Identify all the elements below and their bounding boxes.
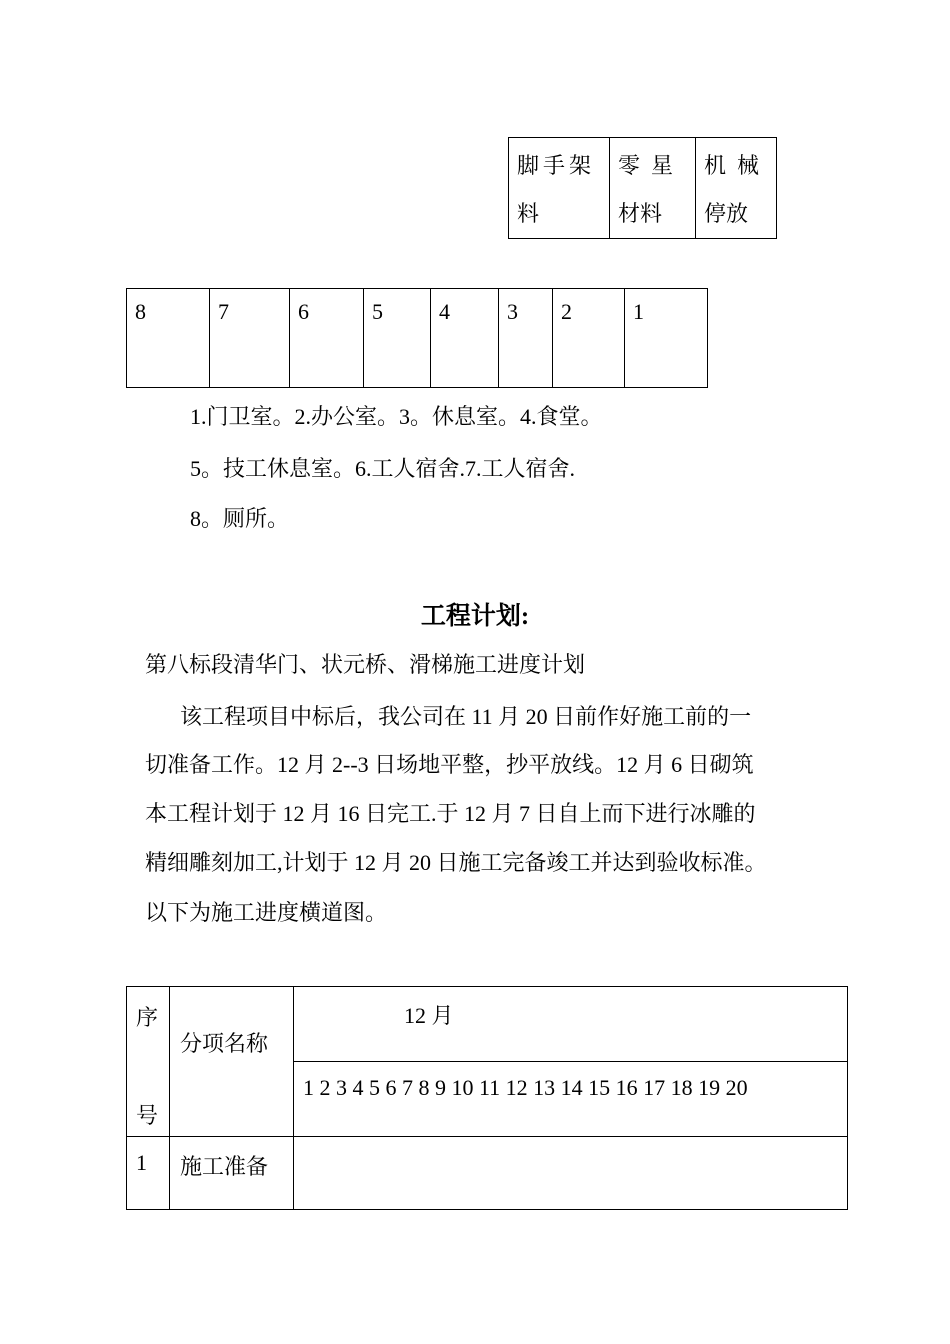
paragraph-line: 以下为施工进度横道图。 [145, 900, 388, 925]
room-cell: 5 [364, 289, 431, 388]
storage-cell-materials [610, 138, 696, 239]
legend-line: 8。厕所。 [190, 506, 290, 531]
storage-cell-line: 材料 [618, 201, 663, 226]
paragraph-line: 精细雕刻加工,计划于 12 月 20 日施工完备竣工并达到验收标准。 [145, 850, 767, 875]
storage-table [508, 137, 777, 239]
paragraph-line: 本工程计划于 12 月 16 日完工.于 12 月 7 日自上而下进行冰雕的 [145, 801, 756, 826]
schedule-row-seq-text: 1 [136, 1150, 147, 1175]
storage-cell-line: 脚手架 [517, 153, 596, 178]
room-cell: 3 [499, 289, 553, 388]
schedule-header-name-text: 分项名称 [180, 1031, 269, 1056]
room-cell: 1 [625, 289, 708, 388]
schedule-table [126, 986, 848, 1210]
schedule-header-month [294, 987, 848, 1062]
room-cell: 6 [290, 289, 364, 388]
schedule-header-seq-bottom: 号 [136, 1103, 159, 1128]
storage-cell-scaffold [509, 138, 610, 239]
legend-line: 5。技工休息室。6.工人宿舍.7.工人宿舍. [190, 456, 576, 481]
legend-line: 1.门卫室。2.办公室。3。休息室。4.食堂。 [190, 404, 603, 429]
schedule-header-days [294, 1062, 848, 1137]
schedule-row-seq [127, 1137, 170, 1210]
room-cell: 8 [127, 289, 210, 388]
room-cell: 2 [553, 289, 625, 388]
schedule-header-name [170, 987, 294, 1137]
storage-cell-line: 零 星 [618, 153, 674, 178]
section-title: 工程计划: [420, 603, 530, 630]
schedule-header-seq [127, 987, 170, 1137]
storage-cell-machinery [696, 138, 777, 239]
storage-cell-line: 料 [517, 201, 540, 226]
schedule-header-month-text: 12 月 [404, 1003, 454, 1028]
room-cell: 4 [431, 289, 499, 388]
paragraph-line: 该工程项目中标后，我公司在 11 月 20 日前作好施工前的一 [180, 704, 752, 729]
schedule-header-days-text: 1 2 3 4 5 6 7 8 9 10 11 12 13 14 15 16 17 18 19 20 [303, 1075, 748, 1100]
schedule-row-name-text: 施工准备 [180, 1154, 269, 1179]
plan-subtitle: 第八标段清华门、状元桥、滑梯施工进度计划 [145, 652, 586, 677]
rooms-table [126, 288, 708, 388]
paragraph-line: 切准备工作。12 月 2--3 日场地平整，抄平放线。12 月 6 日砌筑 [145, 752, 754, 777]
schedule-row-name [170, 1137, 294, 1210]
room-cell: 7 [210, 289, 290, 388]
schedule-row-bar-area [294, 1137, 848, 1210]
storage-cell-line: 机 械 [704, 153, 760, 178]
schedule-header-seq-top: 序 [136, 1005, 159, 1030]
storage-cell-line: 停放 [704, 201, 749, 226]
